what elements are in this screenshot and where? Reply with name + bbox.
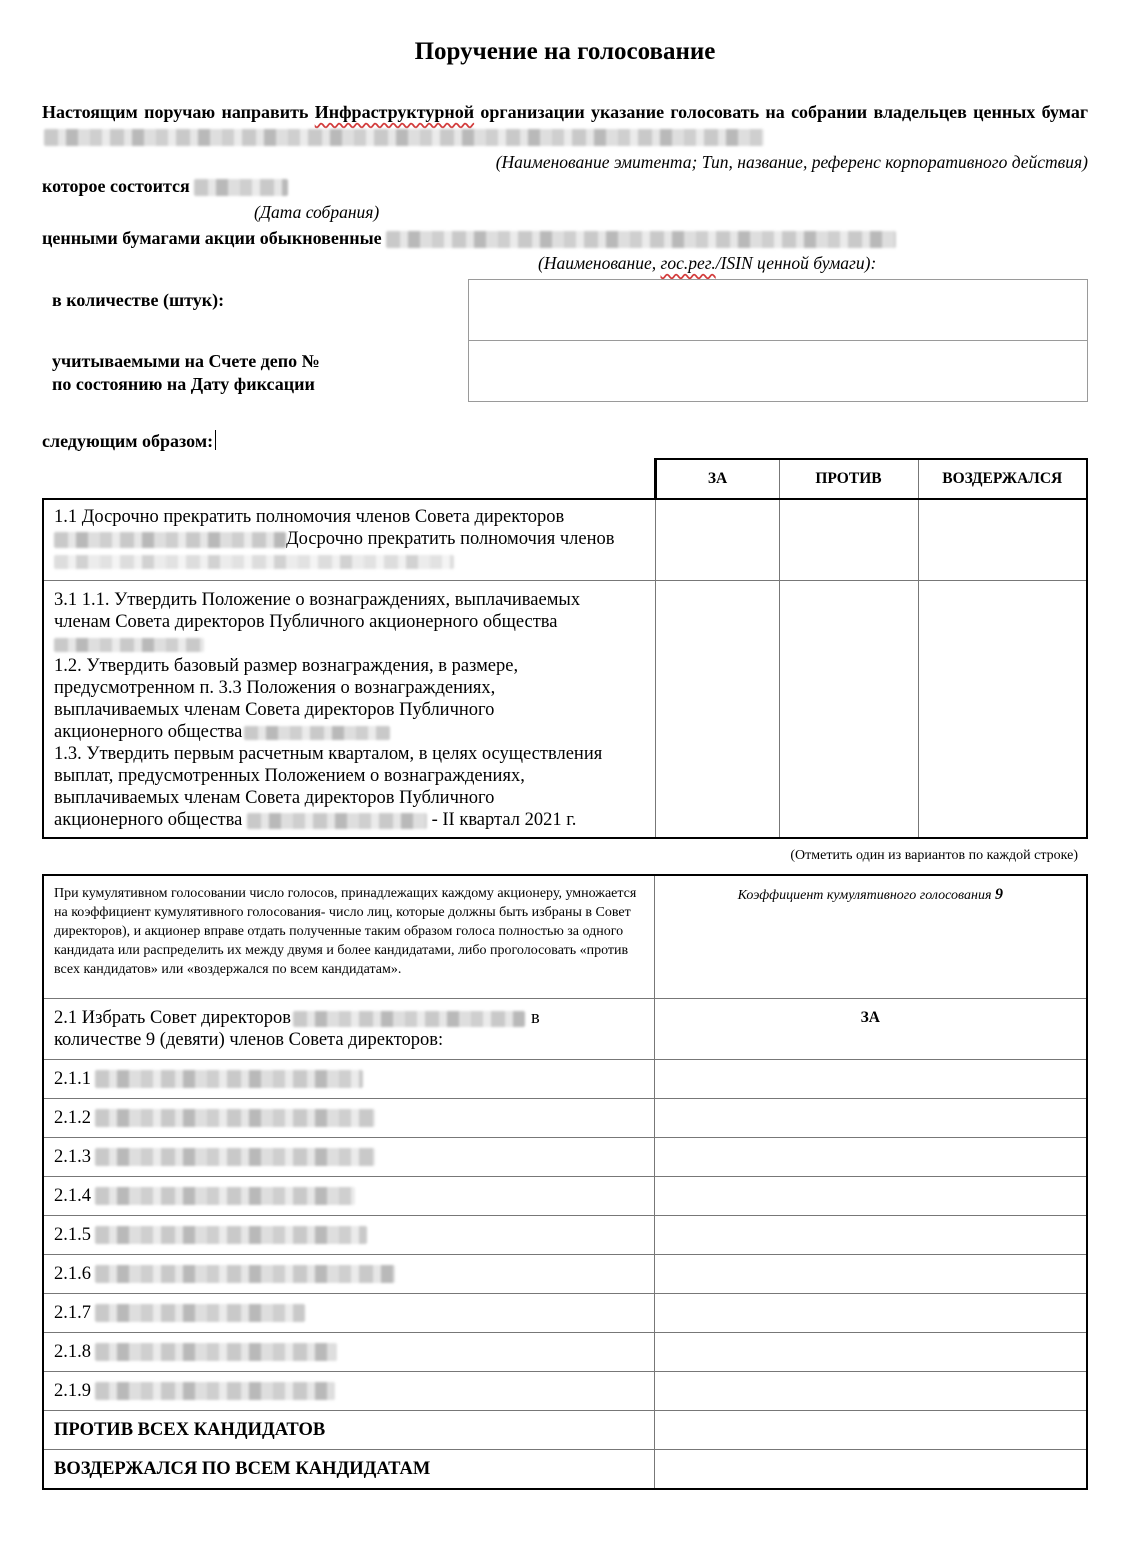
cumulative-explanation: При кумулятивном голосовании число голосов, принадлежащих каждому акционеру, умножается на коэффициент кумулятивного голосования- число лиц, которые должны быть избраны в Совет директоров), и акционер вправе отдать полученные таким образом голоса полностью за одного кандидата или распределить их между двумя и более кандидатами, либо проголосовать «против всех кандидатов» или «воздержался по всем кандидатам». (43, 875, 654, 999)
candidate-row: 2.1.2 (43, 1099, 1087, 1138)
q1-abstain-cell[interactable] (918, 499, 1087, 581)
q3-abstain-cell[interactable] (918, 581, 1087, 839)
q1-za-cell[interactable] (655, 499, 779, 581)
meeting-caption: (Дата собрания) (254, 202, 380, 222)
cumulative-table (42, 874, 1088, 1490)
redacted-security (386, 231, 896, 248)
candidate-1-votes[interactable] (654, 1060, 1087, 1099)
q3-against-cell[interactable] (779, 581, 918, 839)
manner-label: следующим образом: (42, 430, 216, 452)
header-abstain: ВОЗДЕРЖАЛСЯ (918, 459, 1087, 499)
intro-text-2: организации указание голосовать на собрании владельцев ценных бумаг (474, 102, 1088, 122)
quantity-field[interactable] (468, 279, 1088, 341)
securities-caption: (Наименование, гос.рег./ISIN ценной бумаги): (538, 253, 877, 273)
securities-label: ценными бумагами акции обыкновенные (42, 228, 382, 248)
meeting-label: которое состоится (42, 176, 190, 196)
redacted-meeting-date (194, 179, 288, 196)
candidate-row: 2.1.3 (43, 1138, 1087, 1177)
instruction-note: (Отметить один из вариантов по каждой строке) (790, 848, 1078, 863)
intro-infra-word: Инфраструктурной (314, 102, 475, 122)
against-all-row (43, 1411, 1087, 1450)
q3-za-cell[interactable] (655, 581, 779, 839)
account-field[interactable] (468, 340, 1088, 402)
header-against: ПРОТИВ (779, 459, 918, 499)
quantity-label: в количестве (штук): (52, 290, 225, 310)
candidate-row: 2.1.1 (43, 1060, 1087, 1099)
question-3-text: 3.1 1.1. Утвердить Положение о вознаграждениях, выплачиваемых членам Совета директоров Публичного акционерного общества 1.2. Утвердить базовый размер вознаграждения, в размере, предусмотренном п. 3.3 Положения о вознаграждениях, выплачиваемых членам Совета директоров Публичного акционерного общества 1.3. Утвердить первым расчетным кварталом, в целях осуществления выплат, предусмотренных Положением о вознаграждениях, выплачиваемых членам Совета директоров Публичного акционерного общества - II квартал 2021 г. (43, 581, 655, 839)
candidate-row: 2.1.7 (43, 1294, 1087, 1333)
against-all-cell[interactable] (654, 1411, 1087, 1450)
candidate-3-votes[interactable] (654, 1138, 1087, 1177)
candidate-2-votes[interactable] (654, 1099, 1087, 1138)
question-1-row (43, 499, 1087, 581)
candidate-6-votes[interactable] (654, 1255, 1087, 1294)
candidate-8-votes[interactable] (654, 1333, 1087, 1372)
candidate-row: 2.1.9 (43, 1372, 1087, 1411)
page-title: Поручение на голосование (414, 38, 716, 65)
header-za: ЗА (655, 459, 779, 499)
candidate-9-votes[interactable] (654, 1372, 1087, 1411)
candidate-7-votes[interactable] (654, 1294, 1087, 1333)
abstain-all-label: ВОЗДЕРЖАЛСЯ ПО ВСЕМ КАНДИДАТАМ (43, 1450, 654, 1490)
candidate-5-votes[interactable] (654, 1216, 1087, 1255)
vote-table-header (43, 459, 1087, 499)
cumulative-coefficient: Коэффициент кумулятивного голосования 9 (654, 875, 1087, 999)
cumulative-explanation-row (43, 875, 1087, 999)
elect-za-header: ЗА (654, 999, 1087, 1060)
vote-table (42, 458, 1088, 839)
meeting-row (42, 176, 288, 197)
candidate-row: 2.1.8 (43, 1333, 1087, 1372)
elect-row (43, 999, 1087, 1060)
abstain-all-cell[interactable] (654, 1450, 1087, 1490)
abstain-all-row (43, 1450, 1087, 1490)
redacted-issuer (44, 129, 764, 146)
question-1-text: 1.1 Досрочно прекратить полномочия членов Совета директоров Досрочно прекратить полномочия членов (43, 499, 655, 581)
candidate-4-votes[interactable] (654, 1177, 1087, 1216)
securities-row (42, 228, 896, 249)
q1-against-cell[interactable] (779, 499, 918, 581)
issuer-caption: (Наименование эмитента; Тип, название, референс корпоративного действия) (495, 152, 1088, 172)
candidate-row: 2.1.5 (43, 1216, 1087, 1255)
candidate-row: 2.1.6 (43, 1255, 1087, 1294)
account-label: учитываемыми на Счете депо № по состоянию на Дату фиксации (52, 351, 320, 394)
question-3-row (43, 581, 1087, 839)
intro-paragraph (42, 100, 1088, 148)
intro-text-1: Настоящим поручаю направить (42, 102, 315, 122)
against-all-label: ПРОТИВ ВСЕХ КАНДИДАТОВ (43, 1411, 654, 1450)
elect-text: 2.1 Избрать Совет директоров в количестве 9 (девяти) членов Совета директоров: (43, 999, 654, 1060)
candidate-row: 2.1.4 (43, 1177, 1087, 1216)
text-cursor (215, 430, 216, 450)
